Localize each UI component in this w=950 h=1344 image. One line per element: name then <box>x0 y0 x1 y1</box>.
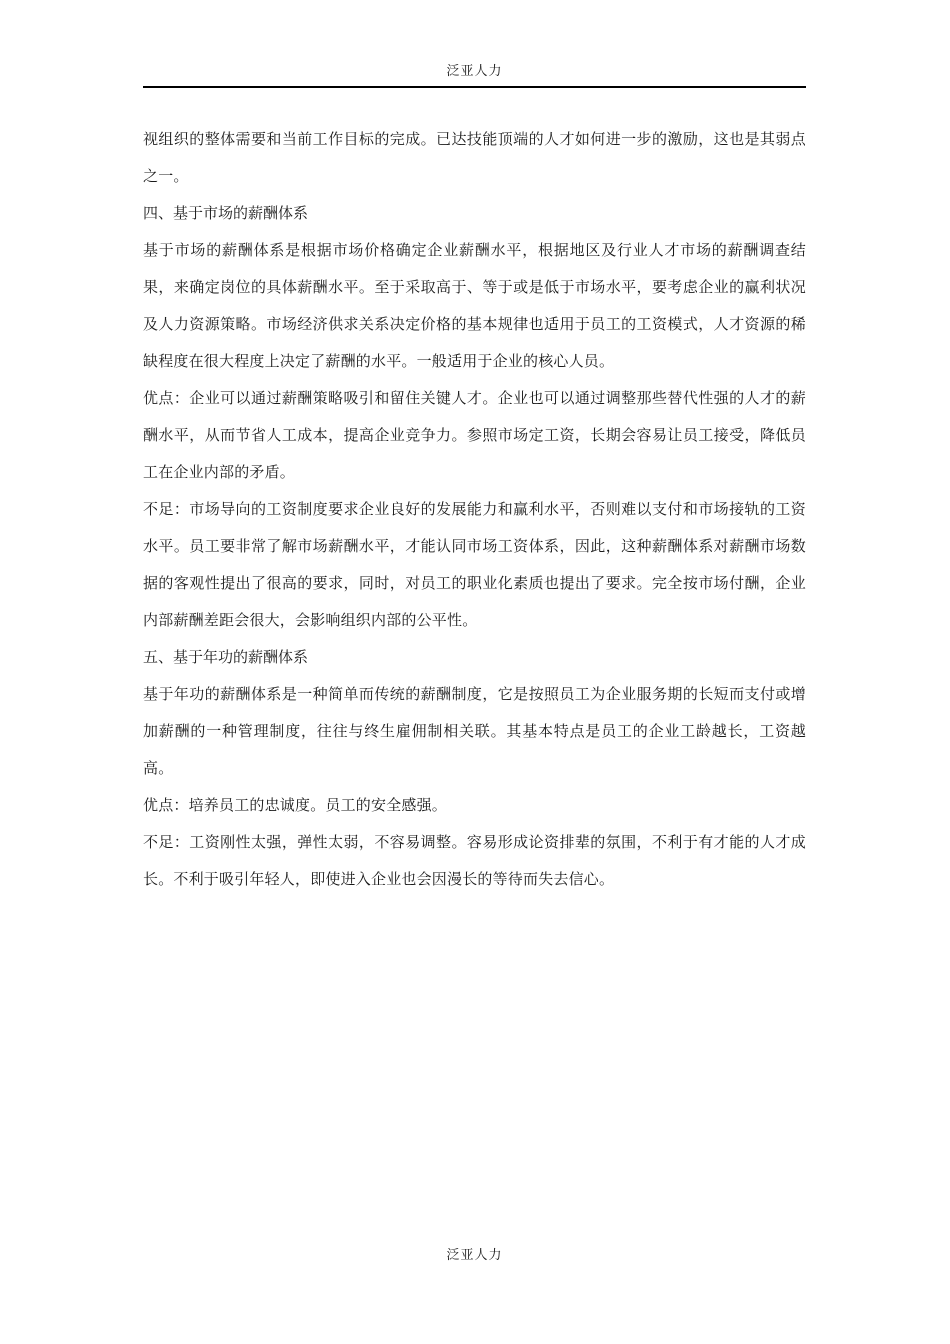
paragraph-seniority-based-description: 基于年功的薪酬体系是一种简单而传统的薪酬制度，它是按照员工为企业服务期的长短而支付或增加薪酬的一种管理制度，往往与终生雇佣制相关联。其基本特点是员工的企业工龄越长，工资越高。 <box>143 685 806 777</box>
paragraph-market-based-advantages: 优点：企业可以通过薪酬策略吸引和留住关键人才。企业也可以通过调整那些替代性强的人才的薪酬水平，从而节省人工成本，提高企业竞争力。参照市场定工资，长期会容易让员工接受，降低员工在企业内部的矛盾。 <box>143 389 806 481</box>
paragraph-market-based-disadvantages: 不足：市场导向的工资制度要求企业良好的发展能力和赢利水平，否则难以支付和市场接轨的工资水平。员工要非常了解市场薪酬水平，才能认同市场工资体系，因此，这种薪酬体系对薪酬市场数据的客观性提出了很高的要求，同时，对员工的职业化素质也提出了要求。完全按市场付酬，企业内部薪酬差距会很大，会影响组织内部的公平性。 <box>143 500 806 629</box>
document-body <box>143 121 806 898</box>
section-heading-seniority-based: 五、基于年功的薪酬体系 <box>143 648 309 666</box>
paragraph-seniority-based-disadvantages: 不足：工资刚性太强，弹性太弱，不容易调整。容易形成论资排辈的氛围，不利于有才能的人才成长。不利于吸引年轻人，即使进入企业也会因漫长的等待而失去信心。 <box>143 833 806 888</box>
page-header: 泛亚人力 <box>143 62 806 88</box>
paragraph-market-based-description: 基于市场的薪酬体系是根据市场价格确定企业薪酬水平，根据地区及行业人才市场的薪酬调查结果，来确定岗位的具体薪酬水平。至于采取高于、等于或是低于市场水平，要考虑企业的赢利状况及人力资源策略。市场经济供求关系决定价格的基本规律也适用于员工的工资模式，人才资源的稀缺程度在很大程度上决定了薪酬的水平。一般适用于企业的核心人员。 <box>143 241 806 370</box>
paragraph-seniority-based-advantages: 优点：培养员工的忠诚度。员工的安全感强。 <box>143 796 448 814</box>
page-footer: 泛亚人力 <box>446 1248 503 1263</box>
paragraph-continuation: 视组织的整体需要和当前工作目标的完成。已达技能顶端的人才如何进一步的激励，这也是其弱点之一。 <box>143 130 806 185</box>
section-heading-market-based: 四、基于市场的薪酬体系 <box>143 204 309 222</box>
